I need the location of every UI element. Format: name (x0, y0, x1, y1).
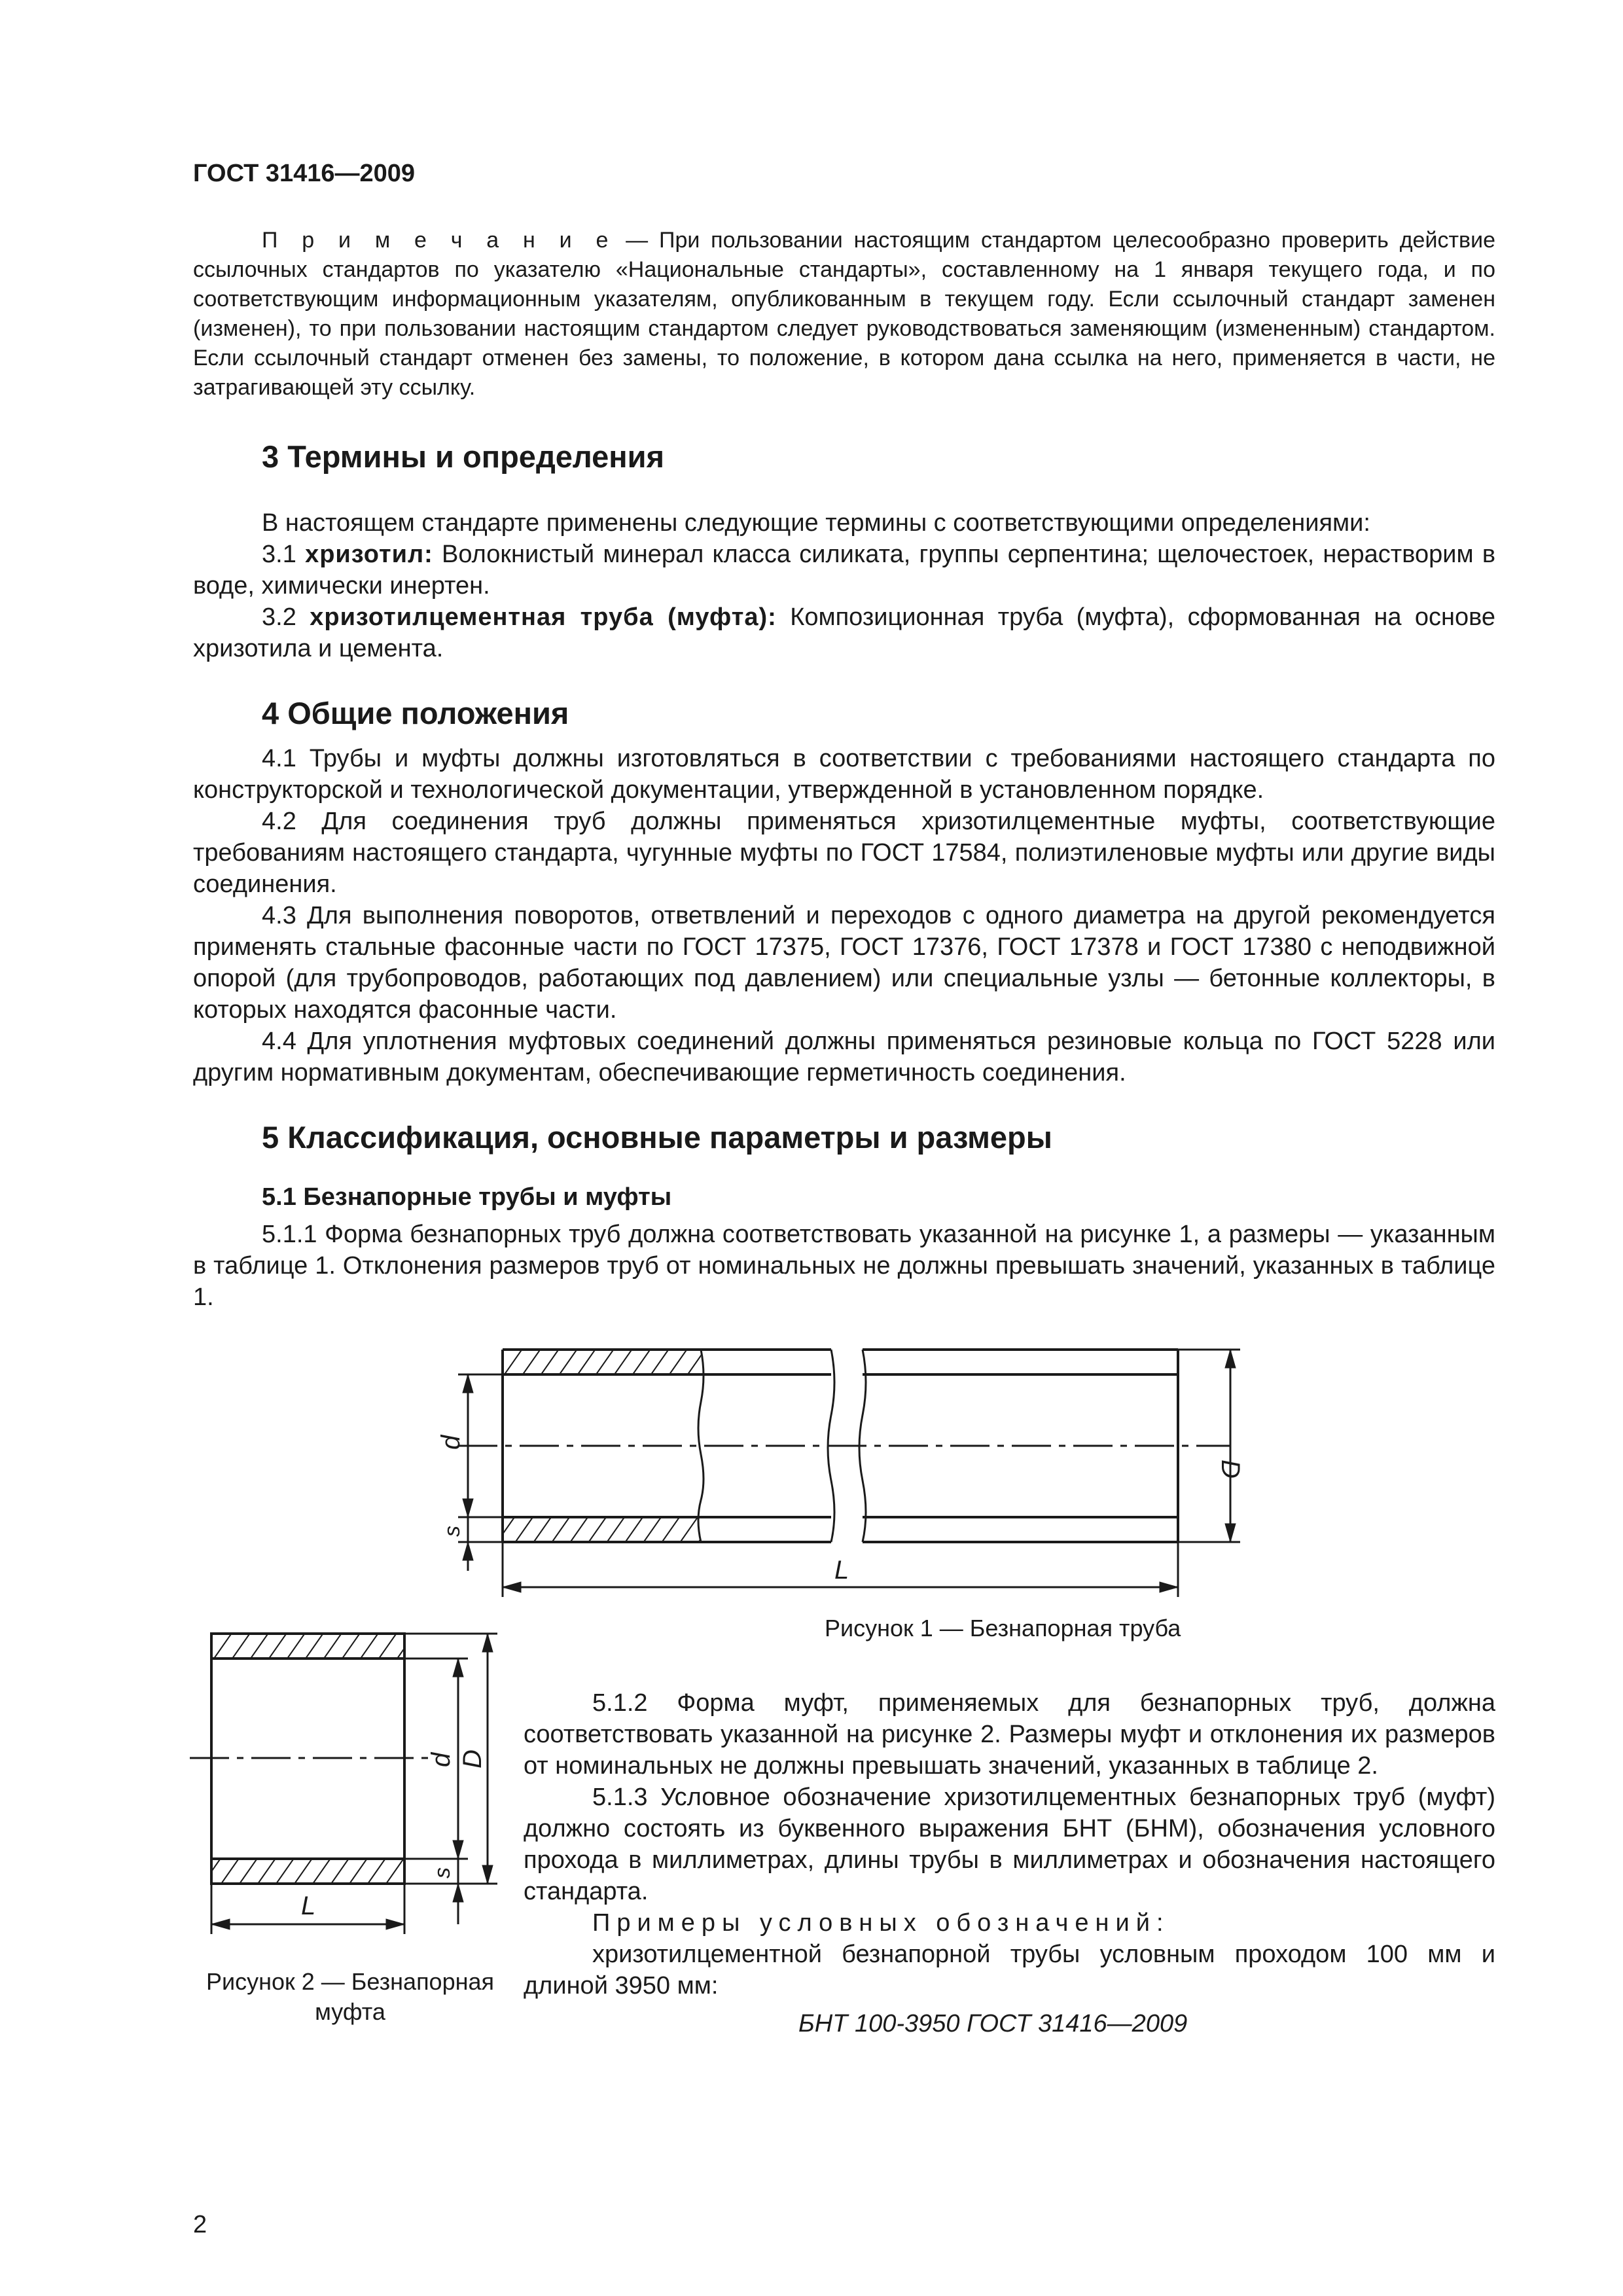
fig2-label-s: s (430, 1867, 455, 1878)
fig2-label-d: d (427, 1752, 455, 1767)
document-header: ГОСТ 31416—2009 (193, 160, 416, 187)
para-4-3: 4.3 Для выполнения поворотов, ответвлений и переходов с одного диаметра на другой рекомендуется применять стальные фасонные части по ГОСТ 17375, ГОСТ 17376, ГОСТ 17378 и ГОСТ 17380 с неподвижной опорой (для трубопроводов, работающих под давлением) или специальные узлы — бетонные коллекторы, в которых находятся фасонные части. (193, 902, 1495, 1024)
section-5-title: 5 Классификация, основные параметры и размеры (262, 1120, 1052, 1155)
para-5-1-2: 5.1.2 Форма муфт, применяемых для безнапорных труб, должна соответствовать указанной на рисунке 2. Размеры муфт и отклонения их размеров от номинальных не должны превышать значений, указанных в таблице 2. (524, 1689, 1495, 1780)
fig1-label-L: L (834, 1556, 849, 1585)
pipe-wall-bottom-hatch (503, 1517, 701, 1542)
figure-2-caption-line1: Рисунок 2 — Безнапорная (206, 1968, 494, 1995)
para-5-1-1: 5.1.1 Форма безнапорных труб должна соответствовать указанной на рисунке 1, а размеры — указанным в таблице 1. Отклонения размеров труб от номинальных не должны превышать значений, указанных в таблице 1. (193, 1221, 1495, 1311)
fig1-label-s: s (440, 1526, 465, 1537)
section-3-intro: В настоящем стандарте применены следующие термины с соответствующими определениями: (262, 509, 1370, 537)
term-3-1-number: 3.1 (262, 541, 306, 568)
para-4-2: 4.2 Для соединения труб должны применяться хризотилцементные муфты, соответствующие требованиям настоящего стандарта, чугунные муфты по ГОСТ 17584, полиэтиленовые муфты или другие виды соединения. (193, 808, 1495, 898)
right-column (524, 1687, 1495, 2039)
coupling-wall-bottom-hatch (211, 1859, 404, 1884)
example-code: БНТ 100-3950 ГОСТ 31416—2009 (798, 2010, 1188, 2037)
fig1-label-D: D (1216, 1460, 1245, 1479)
coupling-wall-top-hatch (211, 1634, 404, 1659)
fig2-label-L: L (301, 1892, 316, 1920)
page-number: 2 (193, 2211, 207, 2238)
note-text: — При пользовании настоящим стандартом целесообразно проверить действие ссылочных стандартов по указателю «Национальные стандарты», составленному на 1 января текущего года, и по соответствующим информационным указателям, опубликованным в текущем году. Если ссылочный стандарт заменен (изменен), то при пользовании настоящим стандартом следует руководствоваться заменяющим (измененным) стандартом. Если ссылочный стандарт отменен без замены, то положение, в котором дана ссылка на него, применяется в части, не затрагивающей эту ссылку. (193, 228, 1495, 400)
para-4-4: 4.4 Для уплотнения муфтовых соединений должны применяться резиновые кольца по ГОСТ 5228 или другим нормативным документам, обеспечивающие герметичность соединения. (193, 1028, 1495, 1086)
fig2-label-D: D (458, 1749, 487, 1768)
example-text: хризотилцементной безнапорной трубы условным проходом 100 мм и длиной 3950 мм: (524, 1941, 1495, 2000)
term-3-2-number: 3.2 (262, 603, 310, 631)
examples-label: Примеры условных обозначений: (592, 1909, 1170, 1937)
figure-2-caption (193, 1967, 507, 2027)
figure-2-caption-line2: муфта (315, 1998, 385, 2025)
term-3-1-term: хризотил: (305, 541, 433, 568)
subsection-5-1-title: 5.1 Безнапорные трубы и муфты (262, 1183, 672, 1211)
para-5-1-3: 5.1.3 Условное обозначение хризотилцементных безнапорных труб (муфт) должно состоять из буквенного выражения БНТ (БНМ), обозначения условного прохода в миллиметрах, длины трубы в миллиметрах и обозначения настоящего стандарта. (524, 1784, 1495, 1905)
term-3-1-definition: Волокнистый минерал класса силиката, группы серпентина; щелочестоек, нерастворим в воде, химически инертен. (193, 541, 1496, 600)
para-4-1: 4.1 Трубы и муфты должны изготовляться в соответствии с требованиями настоящего стандарта по конструкторской и технологической документации, утвержденной в установленном порядке. (193, 745, 1495, 804)
section-3-title: 3 Термины и определения (262, 439, 664, 474)
section-4-title: 4 Общие положения (262, 696, 569, 730)
term-3-2-definition: Композиционная труба (муфта), сформованная на основе хризотила и цемента. (193, 603, 1495, 662)
term-3-2-term: хризотилцементная труба (муфта): (310, 603, 777, 631)
note-label: П р и м е ч а н и е (262, 228, 615, 253)
fig1-label-d: d (437, 1435, 465, 1450)
figure-1-caption: Рисунок 1 — Безнапорная труба (825, 1615, 1181, 1641)
pipe-wall-top-hatch (503, 1350, 701, 1374)
